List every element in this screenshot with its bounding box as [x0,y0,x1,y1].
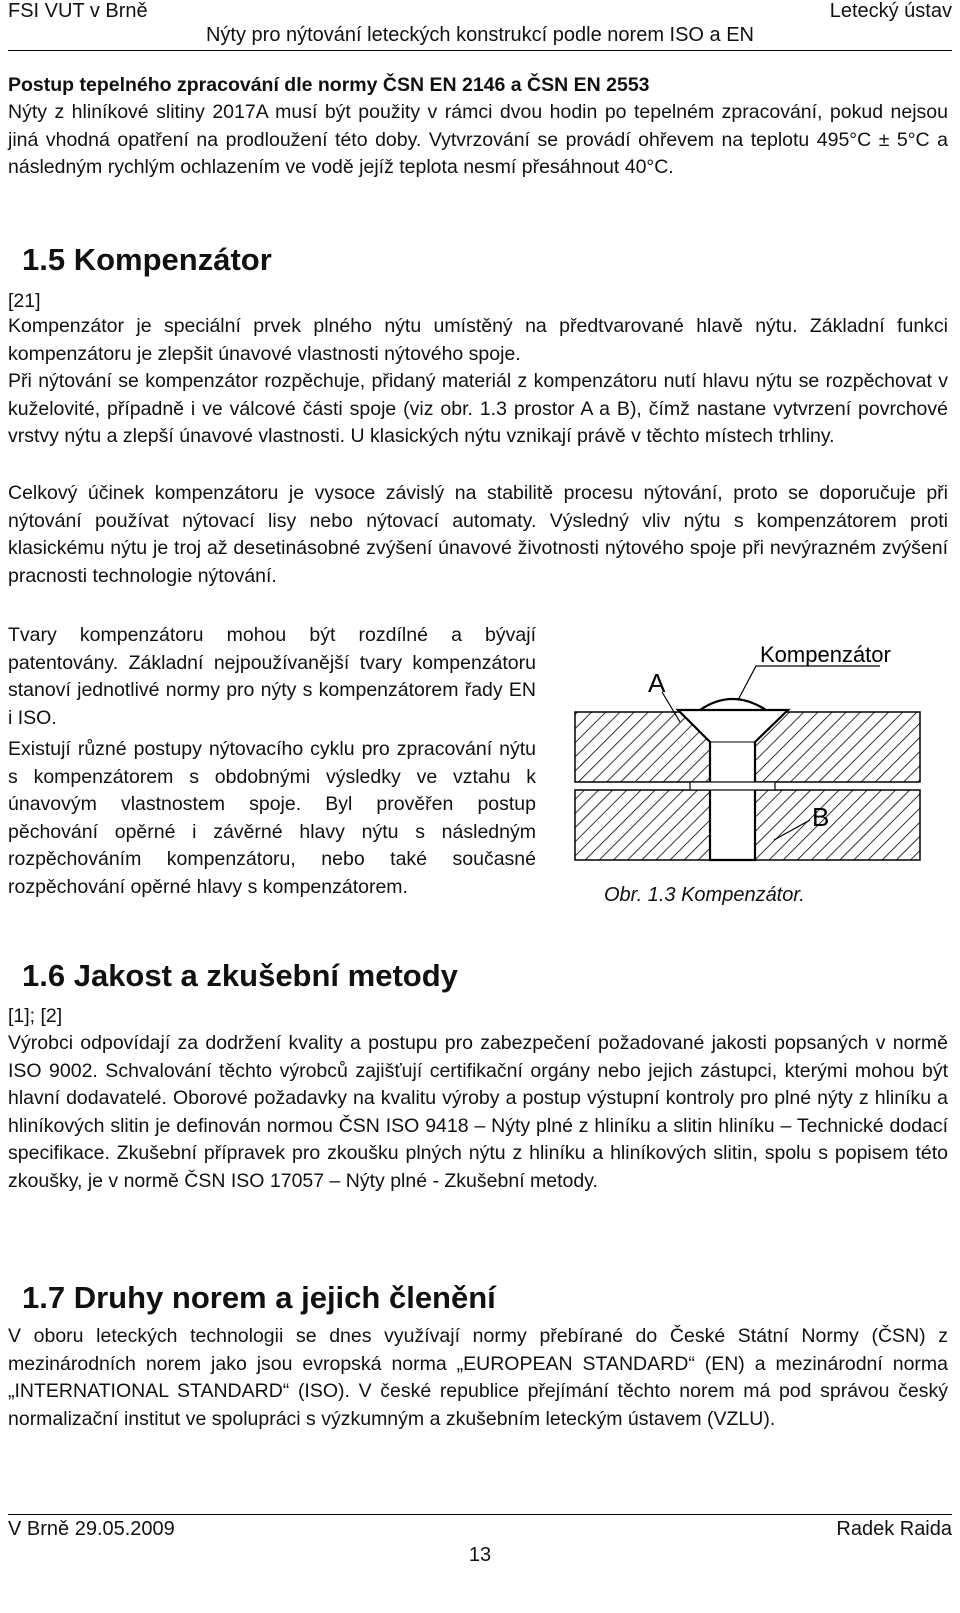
header-department: Letecký ústav [829,0,952,22]
section-1-6-heading: 1.6 Jakost a zkušební metody [22,958,458,993]
page-number: 13 [468,1544,492,1566]
figure-label-a: A [648,668,666,698]
section-1-5-paragraph-5: Existují různé postupy nýtovacího cyklu pro zpracování nýtu s kompenzátorem s obdobnými výsledky ve vztahu k únavovým vlastnostem spoje. Byl prověřen postup pěchování opěrné i závěrné hlavy nýtu s následným rozpěchováním kompenzátoru, nebo také současné rozpěchování opěrné hlavy s kompenzátorem. [8,738,536,898]
figure-label-b: B [812,802,830,832]
section-1-6-reference: [1]; [2] [8,1005,63,1027]
header-rule [8,50,952,51]
figure-caption: Obr. 1.3 Kompenzátor. [604,884,805,906]
heat-treatment-text: Nýty z hliníkové slitiny 2017A musí být použity v rámci dvou hodin po tepelném zpracování, pokud nejsou jiná vhodná opatření na prodloužení této doby. Vytvrzování se provádí ohřevem na teplotu 495°C ± 5°C a následným rychlým ochlazením ve vodě jejíž teplota nesmí přesáhnout 40°C. [8,101,948,178]
footer-author: Radek Raida [836,1518,952,1540]
figure-compensator-drawing [560,630,940,870]
upper-plate-right [755,712,920,782]
section-1-7-heading: 1.7 Druhy norem a jejich členění [22,1280,496,1315]
lower-plate-left [575,790,710,860]
footer-date: V Brně 29.05.2009 [8,1518,175,1540]
joint-gap [690,782,775,790]
section-1-5-paragraph-2: Při nýtování se kompenzátor rozpěchuje, přidaný materiál z kompenzátoru nutí hlavu nýtu se rozpěchovat v kuželovité, případně i ve válcové části spoje (viz obr. 1.3 prostor A a B), čímž nastane vytvrzení povrchové vrstvy nýtu a zlepší únavové vlastnosti. U klasických nýtu vznikají právě v těchto místech trhliny. [8,370,948,447]
section-1-5-heading: 1.5 Kompenzátor [22,242,272,277]
heat-treatment-title: Postup tepelného zpracování dle normy ČSN EN 2146 a ČSN EN 2553 [8,74,650,96]
header-institution: FSI VUT v Brně [8,0,148,22]
compensator-bump [700,699,766,710]
section-1-5-paragraph-3: Celkový účinek kompenzátoru je vysoce závislý na stabilitě procesu nýtování, proto se doporučuje při nýtování používat nýtovací lisy nebo nýtovací automaty. Výsledný vliv nýtu s kompenzátorem proti klasickému nýtu je troj až desetinásobné zvýšení únavové životnosti nýtového spoje při nevýrazném zvýšení pracnosti technologie nýtování. [8,482,948,587]
section-1-5-paragraph-1: Kompenzátor je speciální prvek plného nýtu umístěný na předtvarované hlavě nýtu. Základní funkci kompenzátoru je zlepšit únavové vlastnosti nýtového spoje. [8,315,948,365]
section-1-5-reference: [21] [8,290,41,312]
section-1-6-text: Výrobci odpovídají za dodržení kvality a postupu pro zabezpečení požadované jakosti popsaných v normě ISO 9002. Schvalování těchto výrobců zajišťují certifikační orgány nebo jejich zástupci, kterými mohou být hlavní dodavatelé. Oborové požadavky na kvalitu výroby a postup výstupní kontroly pro plné nýty z hliníku a hliníkových slitin je definován normou ČSN ISO 9418 – Nýty plné z hliníku a slitin hliníku – Technické dodací specifikace. Zkušební přípravek pro zkoušku plných nýtu z hliníku a hliníkových slitin, spolu s popisem této zkoušky, je v normě ČSN ISO 17057 – Nýty plné - Zkušební metody. [8,1032,948,1192]
figure-label-compensator: Kompenzátor [760,642,891,667]
lower-plate-right [755,790,920,860]
section-1-7-text: V oboru leteckých technologii se dnes využívají normy přebírané do České Státní Normy (ČSN) z mezinárodních norem jako jsou evropská norma „EUROPEAN STANDARD“ (EN) a mezinárodní norma „INTERNATIONAL STANDARD“ (ISO). V české republice přejímání těchto norem má pod správou český normalizační institut ve spolupráci s výzkumným a zkušebním leteckým ústavem (VZLU). [8,1325,948,1430]
section-1-5-paragraph-4: Tvary kompenzátoru mohou být rozdílné a bývají patentovány. Základní nejpoužívanější tvary kompenzátoru stanoví jednotlivé normy pro nýty s kompenzátorem řady EN i ISO. [8,624,536,729]
compensator-leader [738,666,880,700]
header-document-title: Nýty pro nýtování leteckých konstrukcí podle norem ISO a EN [205,24,755,46]
footer-rule [8,1514,952,1515]
